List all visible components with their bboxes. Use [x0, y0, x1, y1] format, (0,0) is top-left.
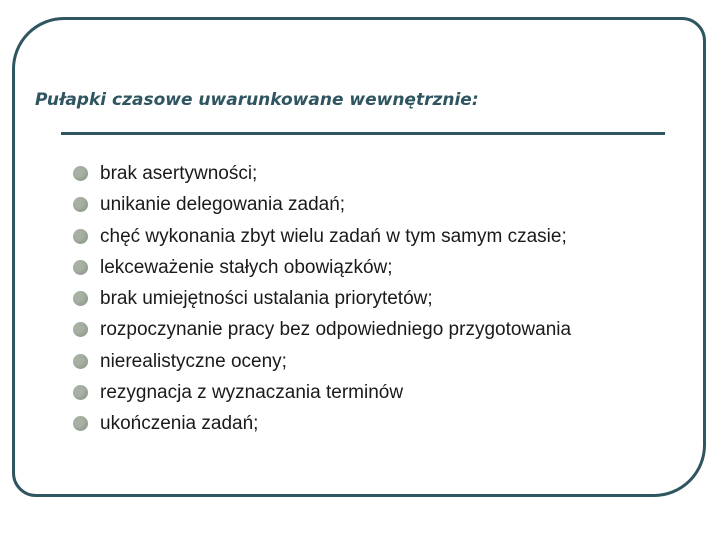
- list-item-text: rezygnacja z wyznaczania terminów: [100, 382, 404, 404]
- list-item-text: lekceważenie stałych obowiązków;: [100, 256, 393, 278]
- bullet-dot-icon: [73, 197, 88, 212]
- bullet-dot-icon: [73, 385, 88, 400]
- list-item: [72, 314, 571, 345]
- bullet-dot-icon: [73, 416, 88, 431]
- list-item-text: ukończenia zadań;: [100, 413, 259, 435]
- bullet-list: [72, 158, 571, 440]
- list-item: [72, 189, 571, 220]
- bullet-dot-icon: [73, 229, 88, 244]
- list-item-text: brak umiejętności ustalania priorytetów;: [100, 288, 433, 310]
- slide-title: Pułapki czasowe uwarunkowane wewnętrznie:: [35, 90, 479, 110]
- list-item-text: brak asertywności;: [100, 163, 258, 184]
- bullet-dot-icon: [73, 291, 88, 306]
- list-item-text: rozpoczynanie pracy bez odpowiedniego przygotowania: [100, 319, 572, 341]
- list-item-text: nierealistyczne oceny;: [100, 350, 287, 372]
- bullet-dot-icon: [73, 322, 88, 337]
- list-item: [72, 252, 571, 283]
- list-item: [72, 158, 571, 189]
- list-item-text: chęć wykonania zbyt wielu zadań w tym samym czasie;: [100, 225, 567, 247]
- list-item: [72, 221, 571, 252]
- title-underline: [61, 132, 665, 135]
- list-item: [72, 346, 571, 377]
- list-item-text: unikanie delegowania zadań;: [100, 194, 346, 216]
- bullet-dot-icon: [73, 260, 88, 275]
- list-item: [72, 408, 571, 439]
- list-item: [72, 377, 571, 408]
- list-item: [72, 283, 571, 314]
- bullet-dot-icon: [73, 354, 88, 369]
- bullet-dot-icon: [73, 166, 88, 181]
